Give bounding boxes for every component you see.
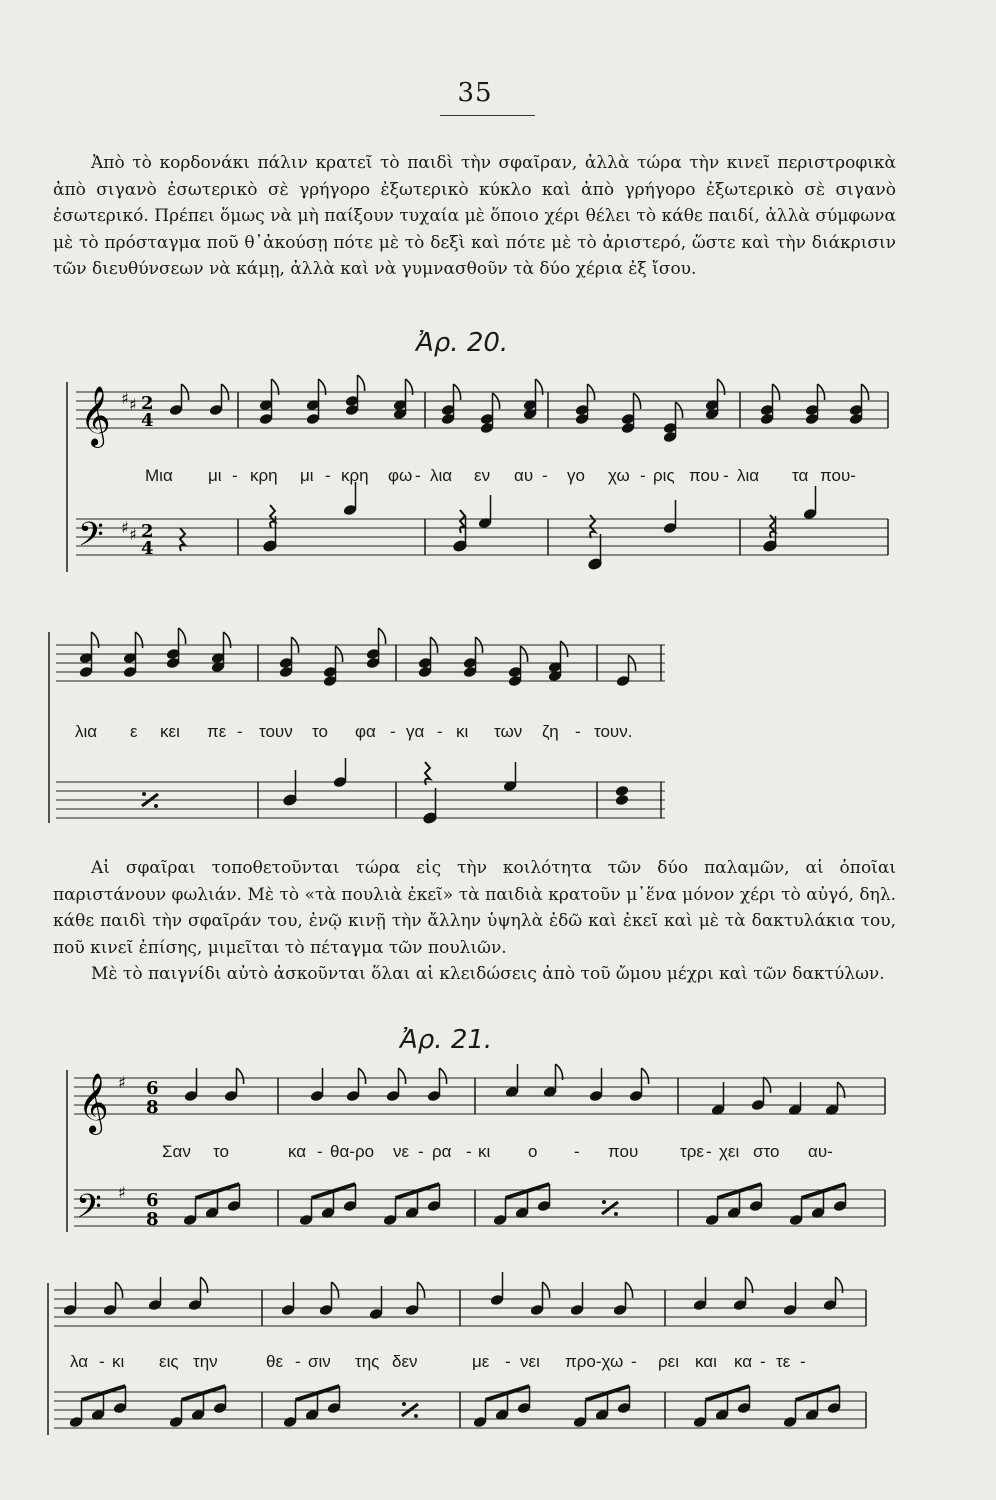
lyric-syllable: πε [207, 722, 227, 741]
repeat-dot [154, 804, 158, 808]
lyric-syllable: - [800, 1352, 806, 1371]
lyric-syllable: που [689, 466, 720, 485]
lyric-syllable: κι [112, 1352, 125, 1371]
lyric-syllable: νει [520, 1352, 540, 1371]
time-sig-top: 6 [146, 1190, 159, 1211]
example-20-title: Ἀρ. 20. [416, 328, 509, 358]
note-head [615, 785, 629, 797]
lyric-syllable: φω [388, 466, 413, 485]
note-flag [92, 632, 99, 648]
lyric-syllable: γο [567, 466, 585, 485]
lyric-syllable: μι [300, 466, 314, 485]
time-sig-bottom: 4 [141, 538, 154, 559]
note-flag [440, 1068, 447, 1084]
paragraph-3-text: Μὲ τὸ παιγνίδι αὐτὸ ἀσκοῦνται ὅλαι αἱ κλειδώσεις ἀπὸ τοῦ ὤμου μέχρι καὶ τῶν δακτύλων. [91, 964, 885, 984]
repeat-dot [414, 1414, 418, 1418]
note-head [615, 794, 629, 806]
lyric-syllable: λια [75, 722, 98, 741]
note-flag [319, 379, 326, 395]
time-sig-top: 6 [146, 1078, 159, 1099]
lyric-syllable: κρη [341, 466, 369, 485]
note-flag [224, 632, 231, 648]
treble-clef-icon: 𝄞 [80, 386, 111, 446]
lyric-syllable: λα [70, 1352, 89, 1371]
lyric-syllable: ρις [653, 466, 675, 485]
note-flag [272, 379, 279, 395]
sharp-icon: ♯ [118, 1183, 126, 1202]
note-flag [642, 1068, 649, 1084]
note-flag [836, 1277, 843, 1293]
paragraph-2-text: Αἱ σφαῖραι τοποθετοῦνται τώρα εἰς τὴν κοιλότητα τῶν δύο παλαμῶν, αἱ ὁποῖαι παριστάνουν φωλιάν. Μὲ τὸ «τὰ πουλιὰ ἐκεῖ» τὰ παιδιὰ κρατοῦν μ᾽ἕνα μόνον χέρι τὸ αὐγό, δηλ. κάθε παιδὶ τὴν σφαῖράν του, ἐνῷ κινῇ τὴν ἄλλην ὑψηλὰ ἐδῶ καὶ ἐκεῖ καὶ μὲ τὰ δακτυλάκια του, ποῦ κινεῖ ἐπίσης, μιμεῖται τὸ πέταγμα τῶν πουλιῶν. [53, 858, 896, 958]
repeat-dot [402, 1402, 406, 1406]
sharp-icon: ♯ [121, 389, 129, 408]
lyric-syllable: με [472, 1352, 490, 1371]
lyric-syllable: ε [130, 722, 138, 741]
lyric-syllable: ρει [658, 1352, 680, 1371]
lyric-syllable: θε [266, 1352, 284, 1371]
lyric-syllable: - [723, 466, 729, 485]
lyric-syllable: - [575, 722, 581, 741]
quarter-rest [460, 510, 465, 533]
lyric-syllable: - [237, 722, 243, 741]
lyric-syllable: κρη [250, 466, 278, 485]
bass-clef-icon: 𝄢 [76, 1188, 102, 1234]
lyric-syllable: το [213, 1142, 229, 1161]
note-flag [237, 1068, 244, 1084]
lyric-syllable: - [317, 1142, 323, 1161]
note-flag [746, 1277, 753, 1293]
paragraph-1-text: Ἀπὸ τὸ κορδονάκι πάλιν κρατεῖ τὸ παιδὶ τὴν σφαῖραν, ἀλλὰ τώρα τὴν κινεῖ περιστροφικὰ ἀπὸ σιγανὸ ἐσωτερικὸ σὲ γρήγορο ἐξωτερικὸ κύκλο καὶ ἀπὸ γρήγορο ἐξωτερικὸ σὲ σιγανὸ ἐσωτερικό. Πρέπει ὅμως νὰ μὴ παίξουν τυχαία μὲ ὅποιο χέρι θέλει τὸ κάθε παιδί, ἀλλὰ σύμφωνα μὲ τὸ πρόσταγμα ποῦ θ᾽ἀκούσῃ πότε μὲ τὸ δεξὶ καὶ πότε μὲ τὸ ἀριστερό, ὥστε καὶ τὴν διάκρισιν τῶν διευθύνσεων νὰ κάμῃ, ἀλλὰ καὶ νὰ γυμνασθοῦν τὰ δύο χέρια ἐξ ἴσου. [53, 153, 896, 279]
note-flag [406, 379, 413, 395]
lyric-syllable: που [608, 1142, 639, 1161]
note-flag [718, 379, 725, 395]
time-sig-bottom: 8 [146, 1209, 159, 1230]
time-sig-top: 2 [141, 521, 154, 542]
lyric-syllable: χω [608, 466, 630, 485]
lyric-syllable: κι [456, 722, 469, 741]
lyric-syllable: Σαν [162, 1142, 191, 1161]
ex20-bass-notes-1 [180, 482, 888, 570]
lyric-syllable: τα [792, 466, 809, 485]
quarter-rest [180, 528, 185, 551]
time-sig-bottom: 4 [141, 410, 154, 431]
note-flag [561, 641, 568, 657]
example-21-title: Ἀρ. 21. [400, 1025, 493, 1055]
lyric-syllable: - [542, 466, 548, 485]
note-flag [536, 379, 543, 395]
lyric-syllable: κι [478, 1142, 491, 1161]
lyric-syllable: ρα [432, 1142, 452, 1161]
lyric-syllable: την [193, 1352, 218, 1371]
sharp-icon: ♯ [118, 1073, 126, 1092]
lyric-syllable: των [494, 722, 523, 741]
lyric-syllable: - [574, 1142, 580, 1161]
lyric-syllable: λια [430, 466, 453, 485]
note-flag [764, 1077, 771, 1093]
lyric-syllable: - [415, 466, 421, 485]
lyric-syllable: προ-χω [565, 1352, 624, 1371]
lyric-syllable: - [295, 1352, 301, 1371]
lyric-syllable: χει [719, 1142, 740, 1161]
lyric-syllable: κα [288, 1142, 307, 1161]
lyric-syllable: σιν [308, 1352, 331, 1371]
lyric-syllable: - [505, 1352, 511, 1371]
lyric-syllable: τουν. [594, 722, 633, 741]
note-flag [136, 632, 143, 648]
time-sig-bottom: 8 [146, 1097, 159, 1118]
lyric-syllable: - [390, 722, 396, 741]
time-sig-top: 2 [141, 393, 154, 414]
lyric-syllable: στο [753, 1142, 780, 1161]
ex20-treble-staff-2 [56, 645, 665, 681]
note-flag [358, 375, 365, 391]
lyric-syllable: - [640, 466, 646, 485]
ex20-treble-notes-1 [169, 375, 888, 443]
lyric-syllable: τε [776, 1352, 791, 1371]
lyric-syllable: μι [208, 466, 222, 485]
sharp-icon: ♯ [129, 395, 137, 414]
lyric-syllable: της [355, 1352, 380, 1371]
note-flag [399, 1068, 406, 1084]
lyric-syllable: ζη [542, 722, 559, 741]
sharp-icon: ♯ [129, 525, 137, 544]
lyric-syllable: - [437, 722, 443, 741]
lyric-syllable: κει [160, 722, 180, 741]
note-flag [379, 628, 386, 644]
lyric-syllable: - [325, 466, 331, 485]
lyric-syllable: που- [820, 466, 856, 485]
lyric-syllable: τρε [680, 1142, 704, 1161]
lyric-syllable: - [706, 1142, 712, 1161]
lyric-syllable: λια [737, 466, 760, 485]
lyric-syllable: - [232, 466, 238, 485]
lyric-syllable: θα-ρο [330, 1142, 375, 1161]
repeat-dot [602, 1200, 606, 1204]
lyric-syllable: εν [474, 466, 491, 485]
note-flag [179, 628, 186, 644]
lyric-syllable: δεν [392, 1352, 418, 1371]
page-number: 35 [457, 78, 493, 108]
bass-clef-icon: 𝄢 [78, 516, 104, 562]
lyric-syllable: - [466, 1142, 472, 1161]
paragraph-2 [53, 855, 896, 961]
lyric-syllable: - [631, 1352, 637, 1371]
ex21-treble-notes-1 [184, 1064, 885, 1116]
note-flag [201, 1277, 208, 1293]
repeat-dot [614, 1212, 618, 1216]
lyric-syllable: - [418, 1142, 424, 1161]
treble-clef-icon: 𝄞 [78, 1073, 109, 1133]
lyric-syllable: αυ- [808, 1142, 833, 1161]
note-flag [359, 1068, 366, 1084]
lyric-syllable: αυ [514, 466, 534, 485]
lyric-syllable: και [695, 1352, 717, 1371]
lyric-syllable: το [312, 722, 328, 741]
repeat-dot [142, 792, 146, 796]
lyric-syllable: ο [528, 1142, 538, 1161]
lyric-syllable: γα [406, 722, 425, 741]
lyric-syllable: Μια [145, 466, 173, 485]
ex20-bass-staff-2 [56, 782, 665, 818]
lyric-syllable: - [99, 1352, 105, 1371]
sharp-icon: ♯ [121, 518, 129, 537]
lyric-syllable: - [760, 1352, 766, 1371]
ex20-treble-notes-2 [79, 628, 661, 687]
lyric-syllable: τουν [259, 722, 293, 741]
paragraph-3 [53, 961, 896, 988]
lyric-syllable: κα [734, 1352, 753, 1371]
lyric-syllable: φα [355, 722, 376, 741]
lyric-syllable: εις [159, 1352, 179, 1371]
lyric-syllable: νε [393, 1142, 410, 1161]
quarter-rest [270, 505, 275, 528]
